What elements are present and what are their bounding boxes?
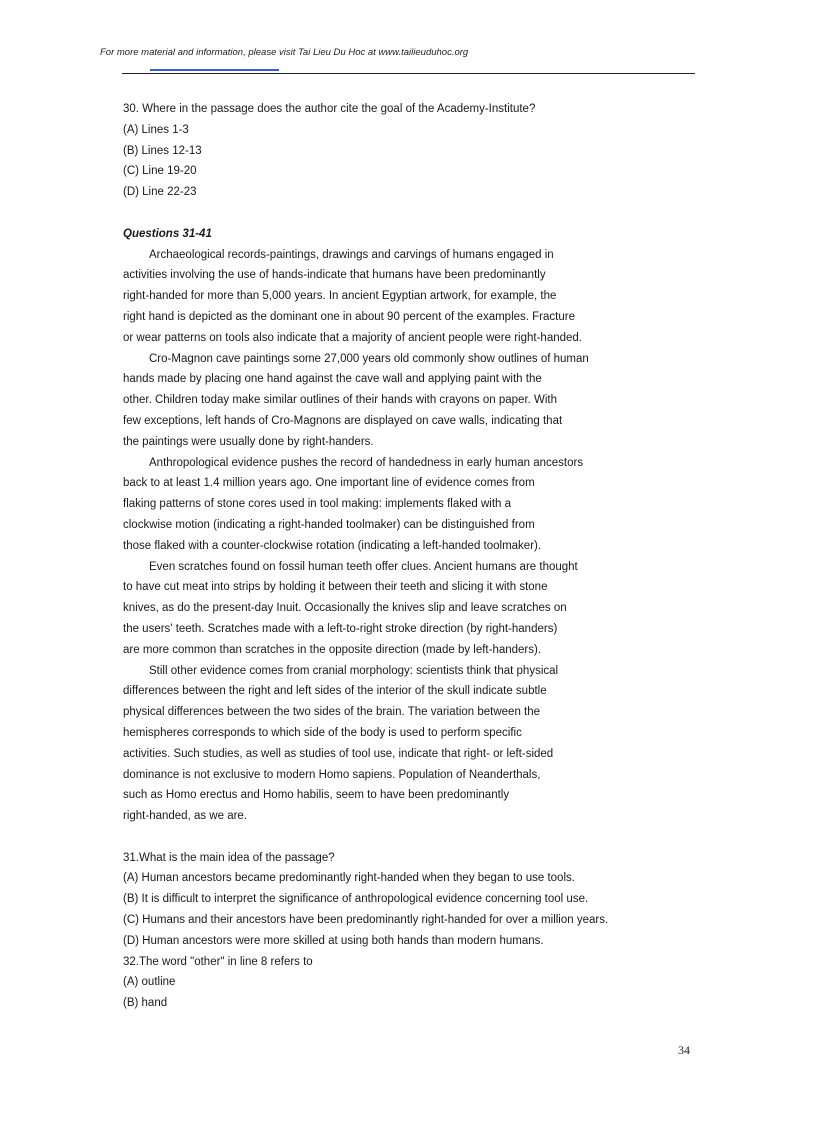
passage-line: Archaeological records-paintings, drawings and carvings of humans engaged in <box>149 248 554 261</box>
passage-line: those flaked with a counter-clockwise rotation (indicating a left-handed toolmaker). <box>123 539 542 552</box>
question-32 <box>123 952 723 1014</box>
passage-line: activities. Such studies, as well as studies of tool use, indicate that right- or left-sided <box>123 747 554 760</box>
passage-line: the paintings were usually done by right-handers. <box>123 435 374 448</box>
section-title: Questions 31-41 <box>123 227 212 240</box>
passage-line: Anthropological evidence pushes the record of handedness in early human ancestors <box>149 456 584 469</box>
answer-option: (A) Human ancestors became predominantly right-handed when they began to use tools. <box>123 872 575 885</box>
passage-line: Still other evidence comes from cranial morphology: scientists think that physical <box>149 664 559 677</box>
answer-option: (D) Human ancestors were more skilled at using both hands than modern humans. <box>123 934 544 947</box>
passage-line: flaking patterns of stone cores used in tool making: implements flaked with a <box>123 498 512 511</box>
passage-line: dominance is not exclusive to modern Homo sapiens. Population of Neanderthals, <box>123 768 541 781</box>
header-link-underline <box>150 69 279 71</box>
header-rule <box>122 73 695 74</box>
passage-line: right-handed for more than 5,000 years. In ancient Egyptian artwork, for example, the <box>123 290 557 303</box>
passage-line: or wear patterns on tools also indicate that a majority of ancient people were right-handed. <box>123 331 582 344</box>
answer-option: (D) Line 22-23 <box>123 186 197 199</box>
reading-passage <box>123 224 723 827</box>
passage-line: to have cut meat into strips by holding it between their teeth and slicing it with stone <box>123 581 548 594</box>
passage-line: Cro-Magnon cave paintings some 27,000 years old commonly show outlines of human <box>149 352 589 365</box>
passage-line: back to at least 1.4 million years ago. One important line of evidence comes from <box>123 477 535 490</box>
passage-line: such as Homo erectus and Homo habilis, seem to have been predominantly <box>123 789 510 802</box>
answer-option: (A) outline <box>123 976 176 989</box>
passage-line: right hand is depicted as the dominant one in about 90 percent of the examples. Fracture <box>123 310 575 323</box>
header-text: For more material and information, please visit Tai Lieu Du Hoc at www.tailieuduhoc.org <box>100 47 469 58</box>
answer-option: (C) Line 19-20 <box>123 165 197 178</box>
passage-line: right-handed, as we are. <box>123 810 248 823</box>
answer-option: (C) Humans and their ancestors have been predominantly right-handed for over a million years. <box>123 914 609 927</box>
passage-line: few exceptions, left hands of Cro-Magnons are displayed on cave walls, indicating that <box>123 414 563 427</box>
answer-option: (B) It is difficult to interpret the significance of anthropological evidence concerning tool use. <box>123 893 589 906</box>
passage-paragraph <box>123 557 723 661</box>
passage-line: hemispheres corresponds to which side of the body is used to perform specific <box>123 726 522 739</box>
page-content <box>123 99 723 1014</box>
passage-line: knives, as do the present-day Inuit. Occasionally the knives slip and leave scratches on <box>123 602 567 615</box>
passage-paragraph <box>123 349 723 453</box>
answer-option: (B) Lines 12-13 <box>123 144 202 157</box>
passage-line: Even scratches found on fossil human teeth offer clues. Ancient humans are thought <box>149 560 578 573</box>
page-number: 34 <box>678 1043 690 1057</box>
passage-line: hands made by placing one hand against the cave wall and applying paint with the <box>123 373 542 386</box>
passage-line: activities involving the use of hands-indicate that humans have been predominantly <box>123 269 546 282</box>
passage-line: the users' teeth. Scratches made with a left-to-right stroke direction (by right-handers) <box>123 622 558 635</box>
answer-option: (A) Lines 1-3 <box>123 123 189 136</box>
passage-line: other. Children today make similar outlines of their hands with crayons on paper. With <box>123 394 558 407</box>
passage-paragraph <box>123 453 723 557</box>
passage-line: differences between the right and left sides of the interior of the skull indicate subtle <box>123 685 547 698</box>
passage-line: are more common than scratches in the opposite direction (made by left-handers). <box>123 643 542 656</box>
question-text: 31.What is the main idea of the passage? <box>123 851 335 864</box>
answer-option: (B) hand <box>123 997 168 1010</box>
question-text: 32.The word "other" in line 8 refers to <box>123 955 313 968</box>
passage-line: clockwise motion (indicating a right-handed toolmaker) can be distinguished from <box>123 518 535 531</box>
passage-paragraph <box>123 661 723 827</box>
question-text: 30. Where in the passage does the author cite the goal of the Academy-Institute? <box>123 103 536 115</box>
question-31 <box>123 848 723 952</box>
passage-line: physical differences between the two sides of the brain. The variation between the <box>123 706 541 719</box>
passage-paragraph <box>123 245 723 349</box>
question-30 <box>123 99 723 203</box>
